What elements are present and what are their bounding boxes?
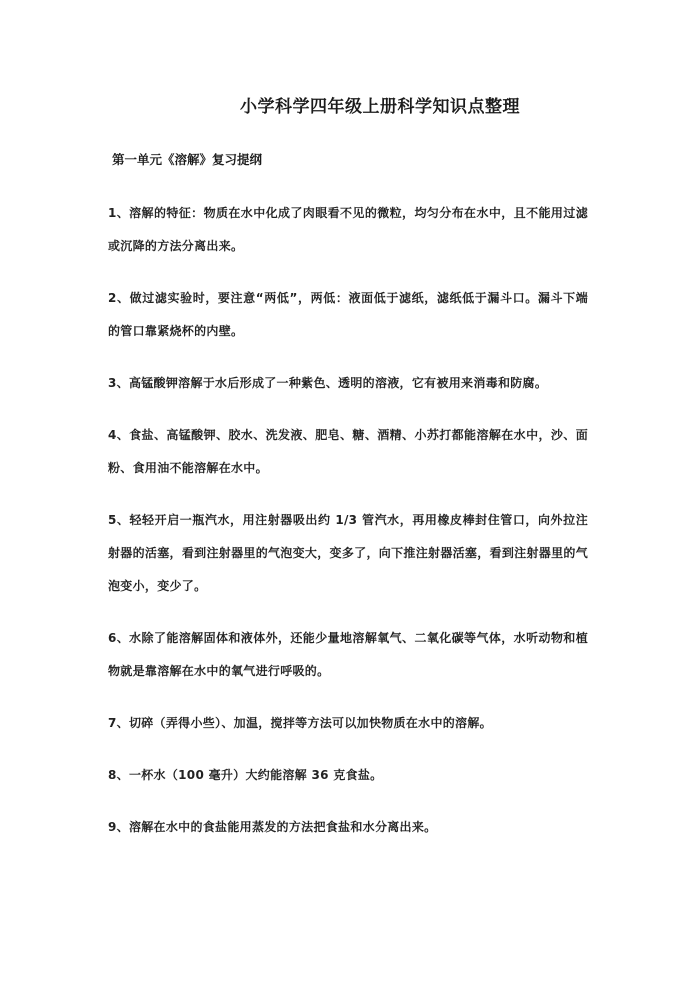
item-list (108, 197, 588, 863)
list-item: 2、做过滤实验时，要注意“两低”，两低：液面低于滤纸，滤纸低于漏斗口。漏斗下端的管口靠紧烧杯的内壁。 (108, 291, 588, 338)
list-item: 9、溶解在水中的食盐能用蒸发的方法把食盐和水分离出来。 (108, 820, 437, 834)
list-item: 4、食盐、高锰酸钾、胶水、洗发液、肥皂、糖、酒精、小苏打都能溶解在水中，沙、面粉、食用油不能溶解在水中。 (108, 428, 588, 475)
list-item: 5、轻轻开启一瓶汽水，用注射器吸出约 1/3 管汽水，再用橡皮棒封住管口，向外拉注射器的活塞，看到注射器里的气泡变大，变多了，向下推注射器活塞，看到注射器里的气泡变小，变少了。 (108, 513, 588, 593)
document-title: 小学科学四年级上册科学知识点整理 (240, 97, 520, 117)
list-item: 6、水除了能溶解固体和液体外，还能少量地溶解氧气、二氧化碳等气体，水听动物和植物就是靠溶解在水中的氧气进行呼吸的。 (108, 631, 588, 678)
list-item: 8、一杯水（100 毫升）大约能溶解 36 克食盐。 (108, 768, 383, 782)
section-heading: 第一单元《溶解》复习提纲 (112, 152, 263, 167)
list-item: 1、溶解的特征：物质在水中化成了肉眼看不见的微粒，均匀分布在水中，且不能用过滤或沉降的方法分离出来。 (108, 206, 588, 253)
list-item: 7、切碎（弄得小些）、加温，搅拌等方法可以加快物质在水中的溶解。 (108, 716, 492, 730)
list-item: 3、高锰酸钾溶解于水后形成了一种紫色、透明的溶液，它有被用来消毒和防腐。 (108, 376, 548, 390)
